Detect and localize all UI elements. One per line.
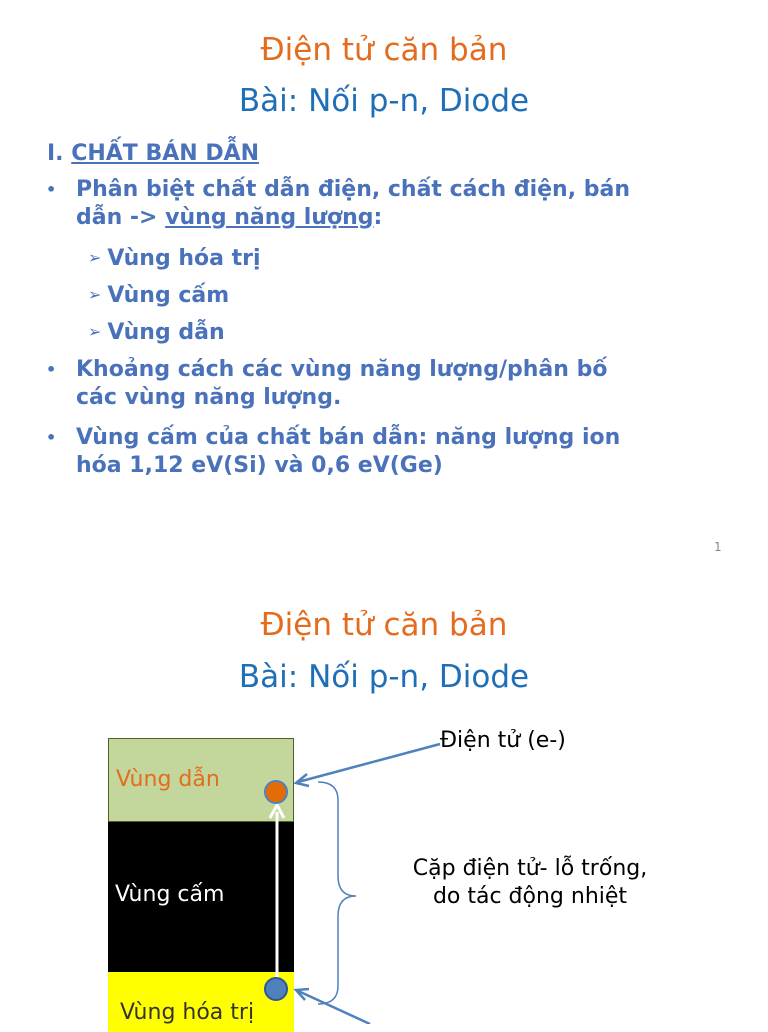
slide-2 [0, 576, 768, 1024]
section-heading [47, 140, 259, 168]
bullet-item [76, 176, 736, 232]
sub-item-label: Vùng dẫn [107, 320, 225, 345]
arrow-bullet-icon: ➢ [88, 285, 102, 304]
sub-item [88, 245, 261, 274]
pair-brace [318, 782, 356, 1004]
bullet-line: Vùng cấm của chất bán dẫn: năng lượng ion [76, 425, 621, 450]
bullet-dot: • [46, 360, 57, 379]
electron-label: Điện tử (e-) [440, 728, 566, 753]
bullet-line: các vùng năng lượng. [76, 385, 342, 410]
bullet-line: Khoảng cách các vùng năng lượng/phân bố [76, 357, 608, 382]
page-number: 1 [714, 540, 722, 554]
section-number: I. [47, 141, 64, 166]
bullet-text: : [373, 205, 383, 230]
sub-item [88, 319, 225, 348]
bullet-dot: • [46, 428, 57, 447]
pair-label-line1: Cặp điện tử- lỗ trống, [412, 856, 648, 881]
bullet-dot: • [46, 180, 57, 199]
section-title: CHẤT BÁN DẪN [71, 141, 260, 166]
conduction-band-label: Vùng dẫn [116, 767, 220, 792]
electron-dot [265, 781, 287, 803]
diagram-overlay [0, 576, 768, 1024]
arrow-bullet-icon: ➢ [88, 248, 102, 267]
arrow-bullet-icon: ➢ [88, 322, 102, 341]
sub-item [88, 282, 229, 311]
hole-dot [265, 978, 287, 1000]
pair-label-line2: do tác động nhiệt [432, 884, 628, 909]
forbidden-band-label: Vùng cấm [115, 882, 225, 907]
bullet-line [76, 204, 736, 232]
bullet-text: dẫn -> [76, 205, 158, 230]
hole-callout-line [296, 990, 370, 1024]
bullet-line: hóa 1,12 eV(Si) và 0,6 eV(Ge) [76, 453, 443, 478]
slide-subtitle: Bài: Nối p-n, Diode [238, 83, 530, 119]
bullet-item [76, 356, 736, 412]
bullet-item [76, 424, 736, 480]
bullet-line: Phân biệt chất dẫn điện, chất cách điện, bán [76, 177, 630, 202]
sub-item-label: Vùng cấm [107, 283, 230, 308]
bullet-underlined-text: vùng năng lượng [165, 205, 374, 230]
valence-band-label: Vùng hóa trị [120, 1000, 255, 1025]
slide-title: Điện tử căn bản [260, 32, 508, 68]
slide-subtitle: Bài: Nối p-n, Diode [238, 659, 530, 695]
sub-item-label: Vùng hóa trị [107, 246, 261, 271]
electron-callout-line [298, 744, 440, 782]
slide-title: Điện tử căn bản [260, 607, 508, 643]
